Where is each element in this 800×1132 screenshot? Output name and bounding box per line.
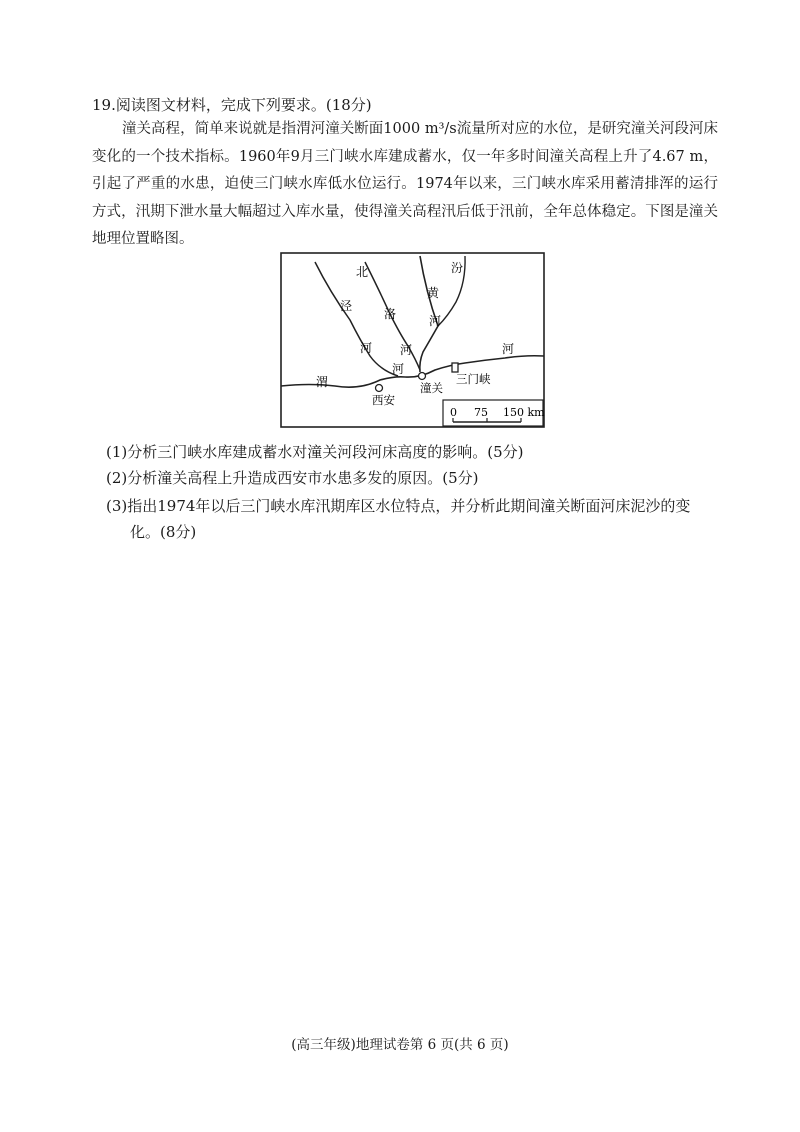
map-label-he1: 河	[360, 341, 373, 355]
question-paragraph: 潼关高程，简单来说就是指渭河潼关断面1000 m³/s流量所对应的水位，是研究潼关河段河床变化的一个技术指标。1960年9月三门峡水库建成蓄水，仅一年多时间潼关高程上升了4.67 m，引起了严重的水患，迫使三门峡水库低水位运行。1974年以来，三门峡水库采用蓄清排浑的运行方式，汛期下泄水量大幅超过入库水量，使得潼关高程汛后低于汛前，全年总体稳定。下图是潼关地理位置略图。	[92, 121, 718, 247]
map-label-sanmenxia: 三门峡	[456, 372, 491, 386]
question-title: 19.阅读图文材料，完成下列要求。(18分)	[92, 96, 372, 114]
map-label-tongguan: 潼关	[420, 381, 443, 395]
map-label-jing: 泾	[340, 299, 353, 313]
map-label-he3: 河	[429, 314, 442, 328]
sub-question-3: (3)指出1974年以后三门峡水库汛期库区水位特点，并分析此期间潼关断面河床泥沙的变	[106, 497, 691, 515]
map-label-he-wei: 河	[392, 362, 405, 376]
scale-150: 150 km	[503, 406, 545, 419]
map-label-fen: 汾	[451, 261, 464, 275]
map-label-he-east: 河	[502, 342, 515, 356]
sanmenxia-dam-icon	[452, 363, 458, 372]
xian-point	[376, 385, 383, 392]
sub-question-1: (1)分析三门峡水库建成蓄水对潼关河段河床高度的影响。(5分)	[106, 443, 524, 461]
scale-bar	[443, 400, 545, 426]
map-label-xian: 西安	[372, 393, 395, 407]
location-map	[280, 252, 545, 428]
sub-question-2: (2)分析潼关高程上升造成西安市水患多发的原因。(5分)	[106, 469, 479, 487]
map-label-bei: 北	[356, 265, 369, 279]
tongguan-point	[419, 373, 426, 380]
map-label-he2: 河	[400, 343, 413, 357]
scale-0: 0	[450, 406, 457, 419]
map-label-luo: 洛	[384, 307, 397, 321]
sub-question-3-cont: 化。(8分)	[130, 523, 197, 541]
scale-75: 75	[474, 406, 488, 419]
map-label-huang: 黄	[427, 286, 440, 300]
map-label-wei: 渭	[316, 375, 329, 389]
page-footer: (高三年级)地理试卷第 6 页(共 6 页)	[291, 1037, 509, 1053]
